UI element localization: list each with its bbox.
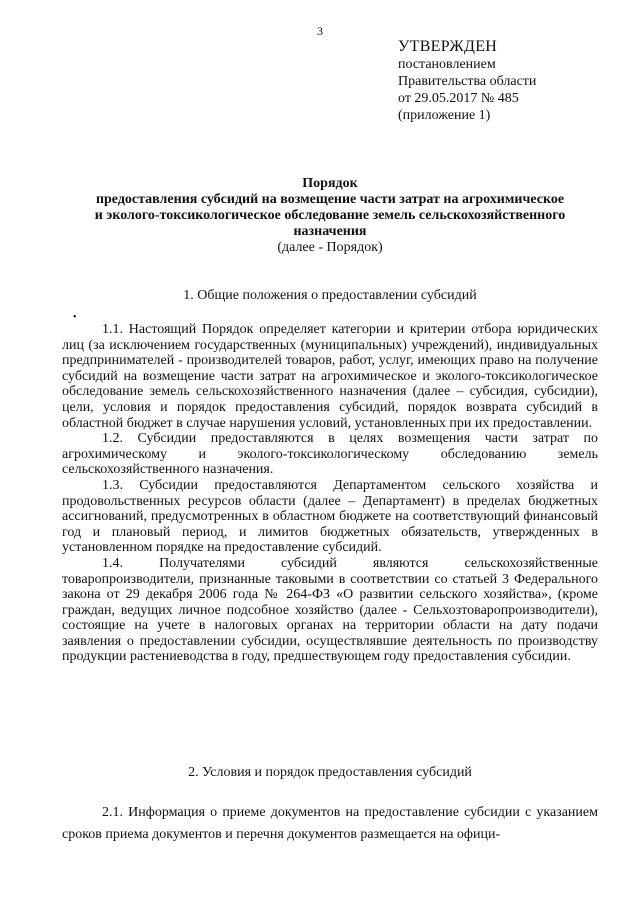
- paragraph-1-2: 1.2. Субсидии предоставляются в целях возмещения части затрат по агрохимическому и эколого-токсикологическому обследованию земель сельскохозяйственного назначения.: [62, 431, 598, 478]
- title-subtitle: (далее - Порядок): [277, 240, 383, 255]
- title-line: и эколого-токсикологическое обследование земель сельскохозяйственного: [94, 208, 566, 223]
- approval-line: (приложение 1): [398, 108, 491, 123]
- section-1-heading: 1. Общие положения о предоставлении субсидий: [183, 288, 477, 303]
- approval-line: Правительства области: [398, 74, 537, 89]
- section-2-heading: 2. Условия и порядок предоставления субсидий: [188, 765, 472, 780]
- approval-line: постановлением: [398, 57, 496, 72]
- approval-heading: УТВЕРЖДЕН: [398, 38, 498, 55]
- page-number: 3: [317, 24, 323, 38]
- paragraph-1-1: 1.1. Настоящий Порядок определяет категории и критерии отбора юридических лиц (за исключением государственных (муниципальных) учреждений), индивидуальных предпринимателей - производителей товаров, работ, услуг, имеющих право на получение субсидий на возмещение части затрат на агрохимическое и эколого-токсикологическое обследование земель сельскохозяйственного назначения (далее – субсидия, субсидии), цели, условия и порядок предоставления субсидий, порядок возврата субсидий в областной бюджет в случае нарушения условий, установленных при их предоставлении.: [62, 322, 598, 431]
- paragraph-1-3: 1.3. Субсидии предоставляются Департаментом сельского хозяйства и продовольственных ресурсов области (далее – Департамент) в пределах бюджетных ассигнований, предусмотренных в областном бюджете на соответствующий финансовый год и плановый период, и лимитов бюджетных обязательств, утвержденных в установленном порядке на предоставление субсидий.: [62, 477, 598, 556]
- section-1-body: [62, 322, 598, 665]
- paragraph-1-4: 1.4. Получателями субсидий являются сельскохозяйственные товаропроизводители, признанные таковыми в соответствии со статьей 3 Федерального закона от 29 декабря 2006 года № 264-ФЗ «О развитии сельского хозяйства», (кроме граждан, ведущих личное подсобное хозяйство (далее - Сельхозтоваропроизводители), состоящие на учете в налоговых органах на территории области на дату подачи заявления о предоставлении субсидии, осуществлявшие деятельность по производству продукции растениеводства в году, предшествующем году предоставления субсидии.: [62, 555, 598, 665]
- stray-mark: •: [73, 312, 77, 323]
- title-line: назначения: [293, 224, 367, 239]
- approval-line: от 29.05.2017 № 485: [398, 91, 519, 106]
- document-title: [60, 176, 600, 256]
- title-heading: Порядок: [302, 176, 358, 191]
- title-line: предоставления субсидий на возмещение части затрат на агрохимическое: [95, 192, 565, 207]
- approval-stamp: [398, 38, 536, 124]
- paragraph-2-1: 2.1. Информация о приеме документов на предоставление субсидии с указанием сроков приема документов и перечня документов размещается на офици-: [62, 805, 598, 842]
